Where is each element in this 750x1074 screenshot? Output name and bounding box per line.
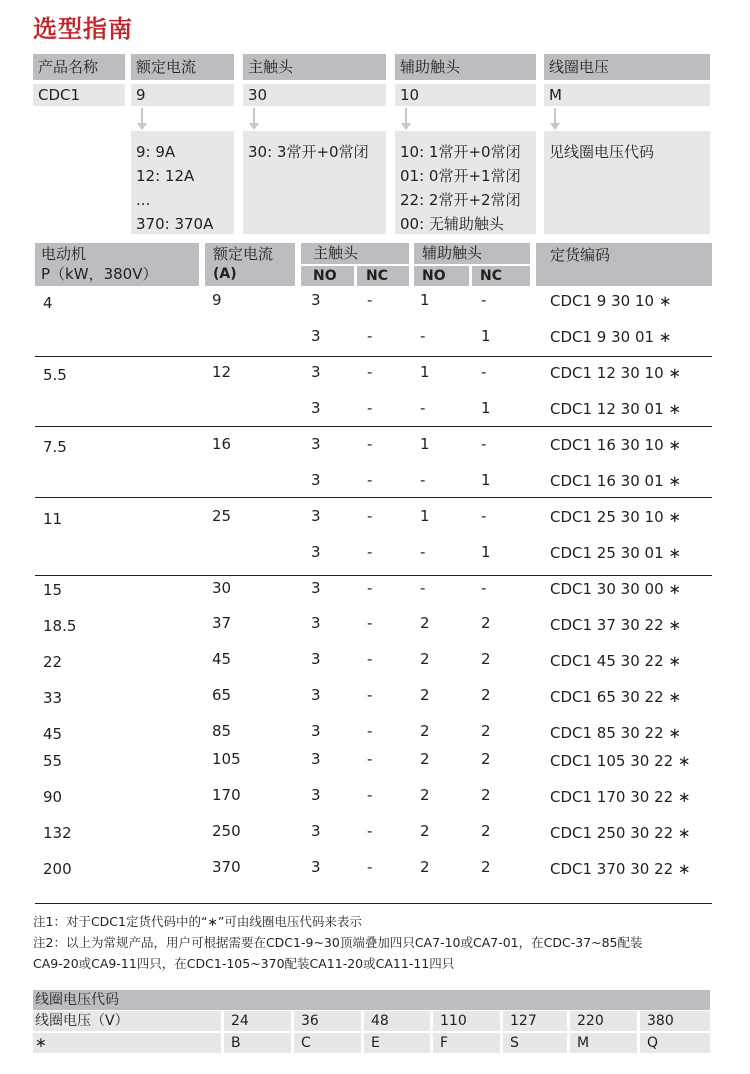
header-current-line-2: (A) (213, 266, 237, 282)
note-1: 注1：对于CDC1定货代码中的“∗”可由线圈电压代码来表示 (33, 914, 362, 929)
table-cell-order-code: CDC1 25 30 01 ∗ (550, 544, 681, 562)
coil-voltage-value: 24 (224, 1011, 291, 1031)
table-cell-order-code: CDC1 16 30 01 ∗ (550, 472, 681, 490)
table-cell-main-no: 3 (311, 786, 321, 804)
header-order-code: 定货编码 (536, 243, 712, 286)
table-cell-order-code: CDC1 105 30 22 ∗ (550, 752, 691, 770)
selection-value-main-contact: 30 (243, 84, 386, 106)
table-cell-order-code: CDC1 65 30 22 ∗ (550, 688, 681, 706)
selection-desc-line: 370: 370A (136, 215, 214, 233)
selection-value-product-name: CDC1 (33, 84, 125, 106)
table-cell-aux-no: 2 (420, 614, 430, 632)
table-cell-main-no: 3 (311, 750, 321, 768)
selection-desc-line: 10: 1常开+0常闭 (400, 143, 521, 161)
table-cell-aux-no: - (420, 471, 426, 489)
table-cell-motor-power: 33 (43, 689, 63, 707)
selection-header-rated-current: 额定电流 (131, 54, 234, 80)
selection-desc-line: 01: 0常开+1常闭 (400, 167, 521, 185)
table-cell-motor-power: 4 (43, 294, 53, 312)
table-cell-aux-no: 2 (420, 786, 430, 804)
table-cell-motor-power: 15 (43, 581, 63, 599)
down-arrow-icon (141, 108, 143, 124)
selection-header-aux-contact: 辅助触头 (395, 54, 536, 80)
selection-desc-line: 00: 无辅助触头 (400, 215, 504, 233)
table-cell-motor-power: 11 (43, 510, 63, 528)
table-cell-main-nc: - (367, 471, 373, 489)
selection-desc-line: ... (136, 191, 151, 209)
table-cell-order-code: CDC1 9 30 01 ∗ (550, 328, 672, 346)
header-main-nc: NC (357, 266, 409, 286)
selection-value-aux-contact: 10 (395, 84, 536, 106)
table-cell-aux-nc: - (481, 507, 487, 525)
table-cell-rated-current: 65 (212, 686, 232, 704)
table-cell-main-nc: - (367, 291, 373, 309)
coil-voltage-value: 48 (364, 1011, 430, 1031)
table-cell-main-no: 3 (311, 614, 321, 632)
down-arrow-icon (554, 108, 556, 124)
selection-header-main-contact: 主触头 (243, 54, 386, 80)
table-cell-main-no: 3 (311, 822, 321, 840)
selection-desc-line: 22: 2常开+2常闭 (400, 191, 521, 209)
table-cell-main-no: 3 (311, 363, 321, 381)
coil-code-value: M (570, 1033, 637, 1053)
coil-code-value: F (433, 1033, 500, 1053)
table-cell-aux-no: 1 (420, 507, 430, 525)
table-cell-aux-no: - (420, 579, 426, 597)
table-cell-aux-no: 2 (420, 722, 430, 740)
table-cell-aux-nc: 1 (481, 471, 491, 489)
selection-desc-aux-contact (395, 131, 536, 234)
table-cell-aux-nc: 2 (481, 722, 491, 740)
table-cell-aux-no: 1 (420, 363, 430, 381)
selection-desc-line: 12: 12A (136, 167, 195, 185)
table-cell-main-nc: - (367, 786, 373, 804)
coil-voltage-value: 220 (570, 1011, 637, 1031)
table-cell-aux-no: 2 (420, 822, 430, 840)
table-cell-order-code: CDC1 37 30 22 ∗ (550, 616, 681, 634)
table-cell-motor-power: 132 (43, 824, 72, 842)
table-cell-aux-nc: - (481, 363, 487, 381)
table-cell-aux-nc: 2 (481, 750, 491, 768)
table-cell-main-nc: - (367, 435, 373, 453)
table-cell-rated-current: 170 (212, 786, 241, 804)
header-aux-contact: 辅助触头 (414, 243, 530, 264)
table-cell-motor-power: 200 (43, 860, 72, 878)
table-cell-main-nc: - (367, 327, 373, 345)
table-cell-rated-current: 37 (212, 614, 232, 632)
selection-header-product-name: 产品名称 (33, 54, 125, 80)
table-cell-aux-nc: 2 (481, 822, 491, 840)
table-cell-main-no: 3 (311, 686, 321, 704)
coil-code-value: B (224, 1033, 291, 1053)
selection-value-coil-voltage: M (544, 84, 710, 106)
table-cell-aux-no: 1 (420, 291, 430, 309)
table-cell-order-code: CDC1 9 30 10 ∗ (550, 292, 672, 310)
table-cell-main-nc: - (367, 858, 373, 876)
table-cell-rated-current: 12 (212, 363, 232, 381)
note-2-line-2: CA9-20或CA9-11四只，在CDC1-105~370配装CA11-20或CA11-11四只 (33, 956, 455, 971)
selection-desc-line: 9: 9A (136, 143, 176, 161)
table-cell-main-nc: - (367, 399, 373, 417)
table-cell-motor-power: 55 (43, 752, 63, 770)
table-cell-order-code: CDC1 170 30 22 ∗ (550, 788, 691, 806)
table-cell-main-nc: - (367, 722, 373, 740)
table-cell-motor-power: 22 (43, 653, 63, 671)
table-cell-main-no: 3 (311, 327, 321, 345)
table-cell-aux-no: 2 (420, 750, 430, 768)
table-cell-motor-power: 7.5 (43, 438, 67, 456)
table-cell-main-nc: - (367, 614, 373, 632)
table-cell-order-code: CDC1 25 30 10 ∗ (550, 508, 681, 526)
table-cell-rated-current: 85 (212, 722, 232, 740)
table-cell-aux-no: - (420, 543, 426, 561)
selection-header-coil-voltage: 线圈电压 (544, 54, 710, 80)
table-cell-aux-nc: 2 (481, 858, 491, 876)
table-cell-main-no: 3 (311, 722, 321, 740)
selection-desc-coil-voltage (544, 131, 710, 234)
table-cell-aux-nc: 1 (481, 327, 491, 345)
down-arrow-icon (405, 108, 407, 124)
table-cell-main-nc: - (367, 579, 373, 597)
table-cell-main-no: 3 (311, 435, 321, 453)
table-cell-rated-current: 16 (212, 435, 232, 453)
header-aux-no: NO (414, 266, 469, 286)
table-cell-aux-no: - (420, 399, 426, 417)
header-main-contact: 主触头 (301, 243, 409, 264)
table-cell-motor-power: 45 (43, 725, 63, 743)
table-cell-main-nc: - (367, 650, 373, 668)
table-cell-order-code: CDC1 16 30 10 ∗ (550, 436, 681, 454)
coil-code-value: Q (640, 1033, 710, 1053)
table-cell-aux-no: 2 (420, 858, 430, 876)
selection-desc-rated-current (131, 131, 234, 234)
table-cell-aux-no: 1 (420, 435, 430, 453)
table-cell-main-no: 3 (311, 507, 321, 525)
coil-voltage-value: 127 (503, 1011, 567, 1031)
table-cell-aux-nc: 2 (481, 686, 491, 704)
note-2-line-1: 注2：以上为常规产品，用户可根据需要在CDC1-9~30顶端叠加四只CA7-10或CA7-01，在CDC-37~85配装 (33, 935, 643, 950)
coil-code-value: S (503, 1033, 567, 1053)
coil-voltage-label: 线圈电压（V） (33, 1011, 221, 1031)
table-cell-aux-nc: - (481, 579, 487, 597)
table-cell-aux-nc: 2 (481, 786, 491, 804)
header-current-line-1: 额定电流 (213, 245, 274, 263)
table-cell-rated-current: 45 (212, 650, 232, 668)
table-cell-main-nc: - (367, 822, 373, 840)
table-cell-main-no: 3 (311, 471, 321, 489)
page-title: 选型指南 (33, 15, 133, 43)
selection-desc-line: 30: 3常开+0常闭 (248, 143, 369, 161)
table-cell-motor-power: 90 (43, 788, 63, 806)
table-cell-order-code: CDC1 45 30 22 ∗ (550, 652, 681, 670)
table-cell-order-code: CDC1 12 30 01 ∗ (550, 400, 681, 418)
table-cell-aux-nc: 1 (481, 543, 491, 561)
table-cell-aux-no: 2 (420, 686, 430, 704)
table-cell-aux-nc: 2 (481, 614, 491, 632)
table-cell-rated-current: 9 (212, 291, 222, 309)
table-cell-order-code: CDC1 370 30 22 ∗ (550, 860, 691, 878)
coil-voltage-value: 36 (294, 1011, 361, 1031)
table-cell-main-nc: - (367, 507, 373, 525)
table-cell-main-no: 3 (311, 291, 321, 309)
table-cell-aux-nc: - (481, 291, 487, 309)
table-cell-order-code: CDC1 85 30 22 ∗ (550, 724, 681, 742)
row-separator (35, 497, 712, 498)
coil-voltage-value: 380 (640, 1011, 710, 1031)
coil-code-value: E (364, 1033, 430, 1053)
table-bottom-rule (35, 903, 712, 904)
header-main-no: NO (301, 266, 354, 286)
table-cell-motor-power: 5.5 (43, 366, 67, 384)
row-separator (35, 356, 712, 357)
selection-desc-line: 见线圈电压代码 (549, 143, 655, 161)
table-cell-aux-no: - (420, 327, 426, 345)
row-separator (35, 575, 712, 576)
table-cell-main-no: 3 (311, 399, 321, 417)
coil-code-label: ∗ (33, 1033, 221, 1053)
table-cell-main-no: 3 (311, 543, 321, 561)
table-cell-main-no: 3 (311, 858, 321, 876)
table-cell-rated-current: 250 (212, 822, 241, 840)
table-cell-rated-current: 30 (212, 579, 232, 597)
table-cell-aux-nc: 2 (481, 650, 491, 668)
table-cell-motor-power: 18.5 (43, 617, 77, 635)
coil-voltage-value: 110 (433, 1011, 500, 1031)
down-arrow-icon (253, 108, 255, 124)
coil-table-title: 线圈电压代码 (33, 990, 710, 1010)
coil-code-value: C (294, 1033, 361, 1053)
header-rated-current (205, 243, 295, 286)
table-cell-aux-nc: - (481, 435, 487, 453)
header-aux-nc: NC (472, 266, 530, 286)
header-motor-line-1: 电动机 (41, 245, 87, 263)
notes (33, 911, 643, 974)
header-motor (35, 243, 199, 286)
table-cell-aux-nc: 1 (481, 399, 491, 417)
table-cell-main-no: 3 (311, 650, 321, 668)
table-cell-aux-no: 2 (420, 650, 430, 668)
table-cell-rated-current: 105 (212, 750, 241, 768)
table-cell-main-no: 3 (311, 579, 321, 597)
table-cell-main-nc: - (367, 686, 373, 704)
table-cell-main-nc: - (367, 363, 373, 381)
table-cell-main-nc: - (367, 543, 373, 561)
table-cell-order-code: CDC1 250 30 22 ∗ (550, 824, 691, 842)
selection-value-rated-current: 9 (131, 84, 234, 106)
header-motor-line-2: P（kW，380V） (41, 265, 158, 283)
row-separator (35, 426, 712, 427)
table-cell-order-code: CDC1 30 30 00 ∗ (550, 580, 681, 598)
selection-desc-main-contact (243, 131, 386, 234)
table-cell-rated-current: 25 (212, 507, 232, 525)
table-cell-order-code: CDC1 12 30 10 ∗ (550, 364, 681, 382)
table-cell-main-nc: - (367, 750, 373, 768)
table-cell-rated-current: 370 (212, 858, 241, 876)
